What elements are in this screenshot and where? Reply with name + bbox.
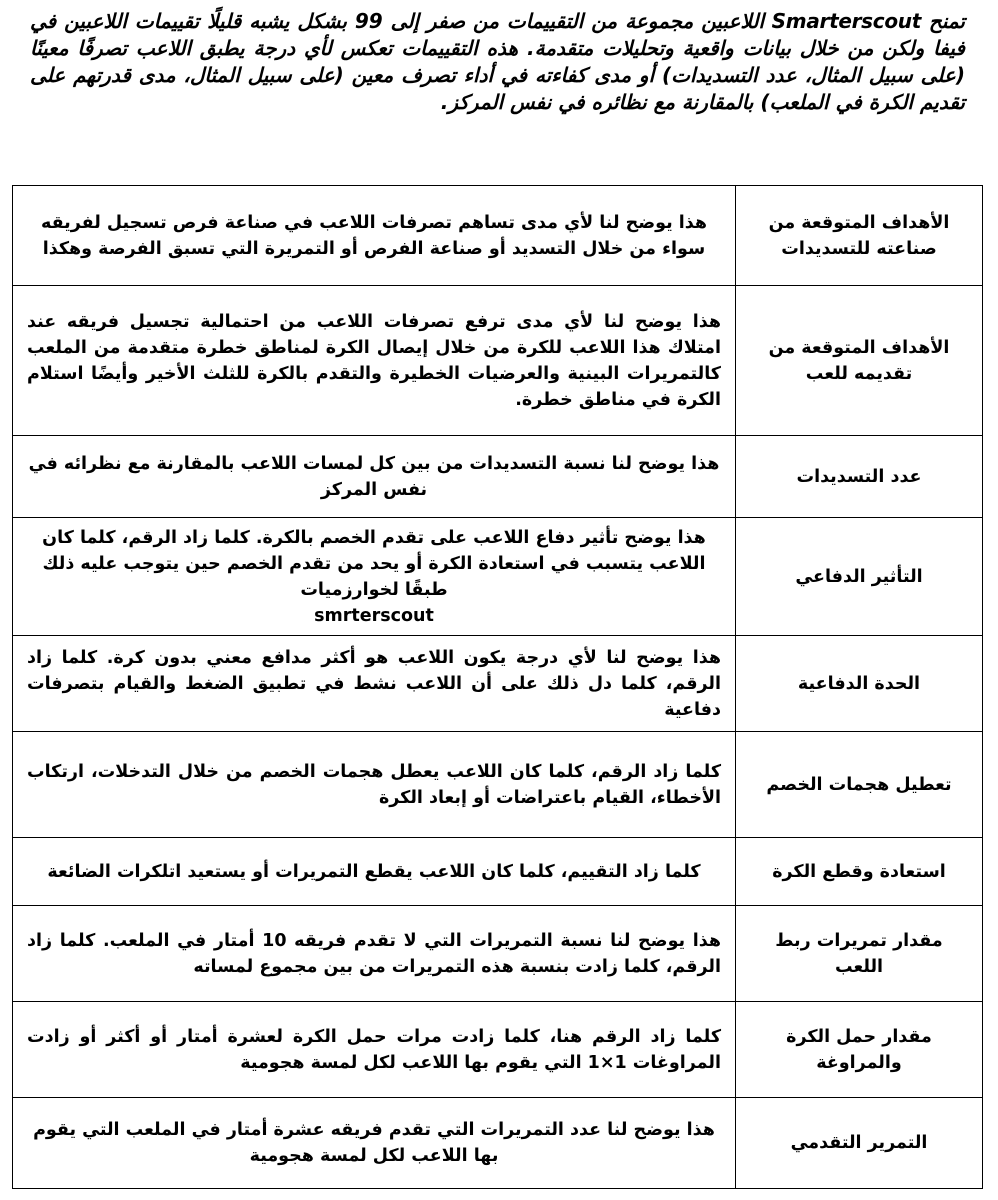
rating-description: هذا يوضح لنا لأي مدى تساهم تصرفات اللاعب في صناعة فرص تسجيل لفريقه سواء من خلال التسديد أو صناعة الفرص أو التمريرة التي تسبق الفرصة وهكذا (13, 186, 736, 286)
rating-term: الأهداف المتوقعة من صناعته للتسديدات (736, 186, 983, 286)
table-row (13, 436, 983, 518)
rating-term (736, 518, 983, 636)
rating-term: الحدة الدفاعية (736, 636, 983, 732)
rating-description: هذا يوضح لنا لأي درجة يكون اللاعب هو أكثر مدافع معني بدون كرة. كلما زاد الرقم، كلما دل ذلك على أن اللاعب نشط في تطبيق الضغط والقيام بتصرفات دفاعية (13, 636, 736, 732)
rating-description: كلما زاد الرقم هنا، كلما زادت مرات حمل الكرة لعشرة أمتار أو أكثر أو زادت المراوغات 1×1 التي يقوم بها اللاعب لكل لمسة هجومية (13, 1002, 736, 1098)
table-row (13, 1002, 983, 1098)
rating-description: هذا يوضح لنا نسبة التمريرات التي لا تقدم فريقه 10 أمتار في الملعب. كلما زاد الرقم، كلما زادت بنسبة هذه التمريرات من بين مجموع لمساته (13, 906, 736, 1002)
rating-term: استعادة وقطع الكرة (736, 838, 983, 906)
rating-description: كلما زاد التقييم، كلما كان اللاعب يقطع التمريرات أو يستعيد اتلكرات الضائعة (13, 838, 736, 906)
ratings-table (12, 185, 983, 1189)
rating-term: مقدار حمل الكرة والمراوغة (736, 1002, 983, 1098)
rating-description (13, 518, 736, 636)
table-row (13, 518, 983, 636)
rating-term: عدد التسديدات (736, 436, 983, 518)
rating-description: هذا يوضح لنا نسبة التسديدات من بين كل لمسات اللاعب بالمقارنة مع نظرائه في نفس المركز (13, 436, 736, 518)
rating-term: تعطيل هجمات الخصم (736, 732, 983, 838)
intro-paragraph: تمنح Smarterscout اللاعبين مجموعة من التقييمات من صفر إلى 99 بشكل يشبه قليلًا تقييمات اللاعبين في فيفا ولكن من خلال بيانات واقعية وتحليلات متقدمة. هذه التقييمات تعكس لأي درجة يطبق اللاعب تصرفًا معينًا (على سبيل المثال، عدد التسديدات) أو مدى كفاءته في أداء تصرف معين (على سبيل المثال، مدى قدرتهم على تقديم الكرة في الملعب) بالمقارنة مع نظائره في نفس المركز. (30, 9, 965, 114)
table-row (13, 838, 983, 906)
brand-name: smrterscout (314, 605, 434, 626)
rating-description: هذا يوضح لنا عدد التمريرات التي تقدم فريقه عشرة أمتار في الملعب التي يقوم بها اللاعب لكل لمسة هجومية (13, 1098, 736, 1189)
rating-term: الأهداف المتوقعة من تقديمه للعب (736, 286, 983, 436)
table-row (13, 286, 983, 436)
rating-description: كلما زاد الرقم، كلما كان اللاعب يعطل هجمات الخصم من خلال التدخلات، ارتكاب الأخطاء، القيام باعتراضات أو إبعاد الكرة (13, 732, 736, 838)
rating-description: هذا يوضح لنا لأي مدى ترفع تصرفات اللاعب من احتمالية تجسيل فريقه عند امتلاك هذا اللاعب للكرة من خلال إيصال الكرة لمناطق خطرة متقدمة من الملعب كالتمريرات البينية والعرضيات الخطيرة والتقدم بالكرة للثلث الأخير وأيضًا استلام الكرة في مناطق خطرة. (13, 286, 736, 436)
rating-term: مقدار تمريرات ربط اللعب (736, 906, 983, 1002)
rating-term: التمرير التقدمي (736, 1098, 983, 1189)
table-row (13, 1098, 983, 1189)
rating-term-text: التأثير الدفاعي (795, 566, 923, 587)
table-row (13, 906, 983, 1002)
table-row (13, 636, 983, 732)
table-row (13, 732, 983, 838)
table-row (13, 186, 983, 286)
rating-description-text: هذا يوضح تأثير دفاع اللاعب على تقدم الخصم بالكرة. كلما زاد الرقم، كلما كان اللاعب يتسبب في استعادة الكرة أو يحد من تقدم الخصم حين يتوجب عليه ذلك طبقًا لخوارزميات (42, 527, 706, 600)
